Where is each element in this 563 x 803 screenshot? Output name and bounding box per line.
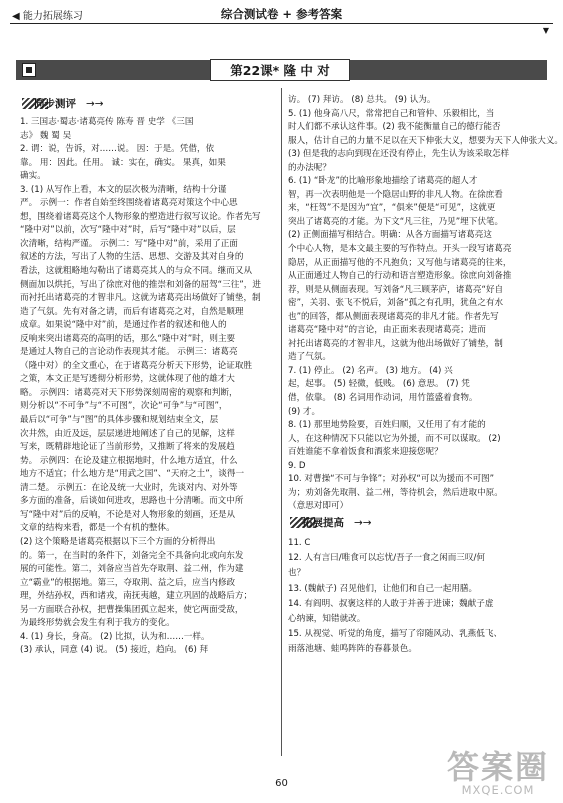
- answer-line: 靠。 用：因此。任用。 诚：实在，确实。 果真，如果: [20, 157, 226, 168]
- answer-line: 起，起事。 (5) 轻微，低贱。 (6) 意思。 (7) 凭: [288, 379, 470, 390]
- answer-line: 心纳谏，知错就改。: [288, 614, 366, 625]
- header-rule: [10, 23, 553, 24]
- answer-line: 14. 有阎明、叔褒这样的人敢于并善于进谏；魏献子虚: [288, 598, 494, 609]
- answer-line: 而衬托出诸葛亮的才智非凡。这就为诸葛亮出场做好了铺垫，制: [20, 293, 261, 304]
- answer-line: 来，“枉驾”不是因为“宜”，“俱来”便是“可见”，这就更: [288, 203, 496, 214]
- answer-line: (3) 承认，同意 (4) 说。 (5) 接近，趋向。 (6) 拜: [20, 645, 209, 656]
- answer-line: (9) 才。: [288, 406, 321, 417]
- header-series-title: ◀ 能力拓展练习: [12, 11, 83, 22]
- answer-line: 次井然，由近及远，层层递进地阐述了自己的见解，这样: [20, 428, 235, 439]
- answer-line: 个中心人物，是本文最主要的写作特点。开头一段写诸葛亮: [288, 244, 512, 255]
- answer-line: 15. 从视觉、听觉的角度，描写了帘随风动、乳燕低飞、: [288, 629, 503, 640]
- answer-line: 服人，估计自己的力量不足以在天下伸张大义，想要为天下人伸张大义。: [288, 135, 563, 146]
- page-number: 60: [275, 778, 288, 789]
- answer-line: (2) 正侧面描写相结合。明确：从各方面描写诸葛亮这: [288, 230, 492, 241]
- answer-line: 多方面的准备，后谈如何进攻，思路也十分清晰。而文中所: [20, 496, 244, 507]
- header-book-title: 综合测试卷 + 参考答案: [220, 7, 343, 21]
- answer-line: 也？: [288, 568, 306, 579]
- answer-line: 侧面加以烘托，写出了徐庶对他的推崇和刘备的屈驾“三往”，进: [20, 279, 261, 290]
- left-answer-column: [20, 116, 276, 658]
- answer-line: 13. (魏献子) 召见他们，让他们和自己一起用膳。: [288, 583, 478, 594]
- answer-line: 12. 人有言曰/唯食可以忘忧/吾子一食之闲而三叹/何: [288, 553, 485, 564]
- answer-line: 隐居，从正面描写他的不凡抱负；又写他与诸葛亮的往来，: [288, 257, 512, 268]
- right-answer-column-bottom: [288, 536, 550, 658]
- answer-line: 诸葛亮“隆中对”的言论，由正面来表现诸葛亮；进而: [288, 325, 486, 336]
- answer-line: 是通过人物自己的言论动作表现其才能。 示例三：诸葛亮: [20, 347, 238, 358]
- answer-line: 略。 示例四：诸葛亮对天下形势深刻周密的观察和判断，: [20, 387, 238, 398]
- answer-line: (2) 这个策略是诸葛亮根据以下三个方面的分析得出: [20, 536, 216, 547]
- answer-line: 的。第一，在当时的条件下，刘备完全不具备向北或向东发: [20, 550, 244, 561]
- answer-line: 人，在这种情况下只能以它为外援，而不可以谋取。 (2): [288, 433, 501, 444]
- answer-line: 8. (1) 那里地势险要，百姓归顺，又任用了有才能的: [288, 420, 486, 431]
- answer-line: 借，依靠。 (8) 名词用作动词，用竹篮盛着食物。: [288, 393, 478, 404]
- answer-line: 时人们都不承认这件事。(2) 我不能衡量自己的德行能否: [288, 122, 501, 133]
- answer-line: (3) 但是我的志向到现在还没有停止，先生认为该采取怎样: [288, 149, 510, 160]
- answer-line: 4. (1) 身长，身高。 (2) 比拟，认为和……一样。: [20, 631, 210, 642]
- arrow-icon: →→: [354, 517, 372, 529]
- answer-line: 想，围绕着诸葛亮这个人物形象的塑造进行叙写议论。作者先写: [20, 211, 261, 222]
- answer-line: 5. (1) 他身高八尺，常常把自己和管仲、乐毅相比，当: [288, 108, 495, 119]
- answer-line: 3. (1) 从写作上看，本文的层次极为清晰，结构十分谨: [20, 184, 227, 195]
- right-answer-column-top: [288, 94, 563, 514]
- answer-line: 之策，本文正是写透彻分析形势，这就体现了他的雄才大: [20, 374, 235, 385]
- answer-line: 6. (1) “卧龙”的比喻形象地描绘了诸葛亮的超人才: [288, 176, 478, 187]
- answer-line: 11. C: [288, 538, 311, 548]
- section-heading-extend: 拓展提高 →→: [290, 515, 372, 530]
- answer-line: 造了气氛。: [288, 352, 331, 363]
- answer-line: 1. 三国志·蜀志·诸葛亮传 陈寿 晋 史学 《三国: [20, 117, 194, 127]
- answer-line: 造了气氛。先有对备之请，而后有诸葛亮之对，自然是顺理: [20, 306, 244, 317]
- header-corner-mark: ▼: [542, 26, 549, 35]
- answer-line: 叙述的方法，写出了人物的生活、思想、交游及其对自身的: [20, 252, 244, 263]
- arrow-icon: →→: [86, 98, 104, 110]
- answer-line: 雨落池塘、蛙鸣阵阵的春暮景色。: [288, 644, 417, 655]
- answer-line: 理，外结孙权，西和诸戎，南抚夷越，建立巩固的战略后方；: [20, 591, 253, 602]
- answer-line: （隆中对）的全文重心，在于诸葛亮分析天下形势，论证取胜: [20, 360, 253, 371]
- answer-line: 2. 谓：说，告诉，对……说。 因：于是。凭借，依: [20, 144, 215, 155]
- lesson-title: 第22课* 隆 中 对: [210, 59, 350, 81]
- answer-line: 则分析以“不可争”与“不可图”，次论“可争”与“可图”，: [20, 401, 228, 412]
- answer-line: 文章的结构来看，都是一个有机的整体。: [20, 523, 175, 534]
- answer-line: 最后以“可争”与“图”的具体步骤和规划结束全文，层: [20, 415, 219, 426]
- answer-line: 的办法呢？: [288, 162, 331, 173]
- answer-line: 写来，既精辟地论证了当前形势，又推断了将来的发展趋: [20, 442, 235, 453]
- answer-line: 密”，关羽、张飞不悦后，刘备“孤之有孔明，犹鱼之有水: [288, 298, 504, 309]
- answer-line: 为最终形势就会发生有利于我方的变化。: [20, 618, 175, 629]
- answer-line: 确实。: [20, 171, 46, 182]
- site-watermark: 答案圈 MXQE.COM: [446, 749, 549, 797]
- answer-line: （意思对即可）: [288, 501, 349, 512]
- answer-line: 立“霸业”的根据地。第三，夺取荆、益之后，应当内修政: [20, 577, 236, 588]
- answer-line: 10. 对曹操“不可与争锋”；对孙权“可以为援而不可图”: [288, 474, 495, 485]
- answer-line: 智，再一次表明他是一个隐居山野的非凡人物。在徐庶看: [288, 189, 503, 200]
- answer-line: 清二楚。 示例五：在论及统一大业时，先谈对内、对外等: [20, 482, 238, 493]
- answer-line: 次清晰，结构严谨。 示例二：写“隆中对”前，采用了正面: [20, 238, 238, 249]
- answer-line: 7. (1) 停止。 (2) 名声。 (3) 地方。 (4) 兴: [288, 365, 453, 376]
- column-divider: [281, 88, 282, 756]
- answer-line: 势。 示例四：在论及建立根据地时，什么地方适宜，什么: [20, 455, 238, 466]
- answer-line: 志》 魏 蜀 吴: [20, 130, 72, 141]
- answer-line: 为；劝刘备先取荆、益二州，等待机会，然后进取中原。: [288, 487, 503, 498]
- answer-line: 访。 (7) 拜访。 (8) 总共。 (9) 认为。: [288, 95, 436, 105]
- answer-line: 写“隆中对”后的反响，不论是对人物形象的刻画，还是从: [20, 509, 236, 520]
- answer-line: 百姓谁能不拿着饭食和酒浆来迎接您呢？: [288, 447, 443, 458]
- answer-line: 突出了诸葛亮的才能。为下文“凡三往，乃见”埋下伏笔。: [288, 216, 504, 227]
- book-icon: [22, 63, 36, 77]
- answer-line: 衬托出诸葛亮的才智非凡，这就为他出场做好了铺垫，制: [288, 338, 503, 349]
- answer-line: 展的可能性。第二，刘备应当首先夺取荆、益二州，作为建: [20, 564, 244, 575]
- answer-line: 地方不适宜；什么地方是“用武之国”、“天府之土”，谈得一: [20, 469, 245, 480]
- answer-line: 从正面通过人物自己的行动和语言塑造形象。徐庶向刘备推: [288, 271, 512, 282]
- answer-line: 反响来突出诸葛亮的高明的话，那么“隆中对”时，则主要: [20, 333, 236, 344]
- answer-line: 看法，这就粗略地勾勒出了诸葛亮其人的与众不同。继而又从: [20, 266, 253, 277]
- answer-line: 成章。如果说“隆中对”前，是通过作者的叙述和他人的: [20, 320, 227, 331]
- answer-line: 9. D: [288, 460, 306, 471]
- answer-line: 荐，则是从侧面表现。写刘备“凡三顾茅庐，诸葛亮“好自: [288, 284, 504, 295]
- answer-line: 另一方面联合孙权，把曹操集团孤立起来，使它两面受敌，: [20, 604, 244, 615]
- answer-line: 严。 示例一：作者自始至终围绕着诸葛亮对策这个中心思: [20, 198, 238, 209]
- answer-line: “隆中对”以前，次写“隆中对”时，后写“隆中对”以后，层: [20, 225, 236, 236]
- answer-line: 也”的回答，都从侧面表现诸葛亮的非凡才能。作者先写: [288, 311, 499, 322]
- section-heading-sync: 同步测评 →→: [22, 96, 104, 111]
